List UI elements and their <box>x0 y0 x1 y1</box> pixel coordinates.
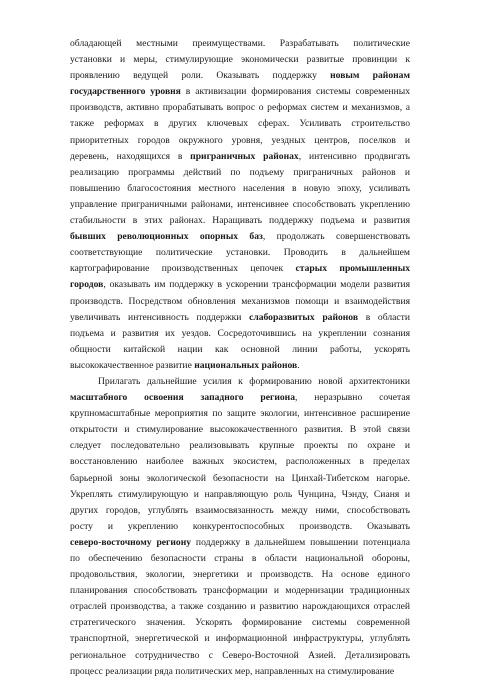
text-line <box>70 664 410 680</box>
bold-term: слаборазвитых районов <box>249 311 359 323</box>
text-run: отраслей производства, а также созданию и развитию нарождающихся отраслей <box>70 601 410 613</box>
text-run: Укреплять стимулирующую и направляющую роль Чунцина, Чэнду, Сианя и <box>70 488 410 500</box>
text-line <box>70 374 410 390</box>
text-run: , интенсивно продвигать <box>298 150 410 162</box>
text-line <box>70 213 410 229</box>
text-run: высококачественное развитие <box>70 359 195 371</box>
bold-term: масштабного освоения западного региона <box>70 392 295 404</box>
text-run: крупномасштабные мероприятия по защите экологии, интенсивное расширение <box>70 408 410 420</box>
text-line <box>70 149 410 165</box>
text-line <box>70 438 410 454</box>
text-run: стратегического значения. Ускорять формирование системы современной <box>70 617 410 629</box>
text-run: реализацию программы действий по подъему приграничных районов и <box>70 166 410 178</box>
text-run: проявлению ведущей роли. Оказывать поддержку <box>70 70 331 82</box>
text-line <box>70 535 410 551</box>
text-run: транспортной, энергетической и информационной инфраструктуры, углублять <box>70 633 410 645</box>
text-line <box>70 519 410 535</box>
text-line <box>70 261 410 277</box>
text-run: производств, активно прорабатывать вопрос о реформах систем и механизмов, а <box>70 102 410 114</box>
text-run: барьерной зоны экологической безопасности на Цинхай-Тибетском нагорье. <box>70 472 410 484</box>
bold-term: национальных районов <box>194 359 298 371</box>
text-line <box>70 36 410 52</box>
text-line <box>70 181 410 197</box>
text-run: картографирование производственных цепочек <box>70 263 296 275</box>
text-run: стабильности в этих районах. Наращивать поддержку подъема и развития <box>70 215 410 227</box>
text-run: других городов, углублять взаимосвязанность между ними, способствовать <box>70 504 410 516</box>
text-line <box>70 358 410 374</box>
text-run: Прилагать дальнейшие усилия к формированию новой архитектоники <box>98 375 410 387</box>
bold-term: бывших революционных опорных баз <box>70 231 263 243</box>
text-run: в области <box>358 311 410 323</box>
text-line <box>70 583 410 599</box>
text-run: также реформах в других ключевых сферах. Усиливать строительство <box>70 118 410 130</box>
text-line <box>70 599 410 615</box>
text-line <box>70 229 410 245</box>
paragraph-1 <box>70 36 410 374</box>
text-run: деревень, находящихся в <box>70 150 191 162</box>
text-line <box>70 245 410 261</box>
text-run: процесс реализации ряда политических мер, направленных на стимулирование <box>70 665 395 677</box>
text-run: поддержку в дальнейшем повышении потенциала <box>191 536 410 548</box>
bold-term: новым районам <box>330 70 410 82</box>
text-line <box>70 116 410 132</box>
text-run: подъема и развития их уездов. Сосредоточившись на укреплении сознания <box>70 327 410 339</box>
text-run: увеличивать интенсивность поддержки <box>70 311 250 323</box>
text-run: , оказывать им поддержку в ускорении трансформации модели развития <box>103 279 410 291</box>
text-line <box>70 390 410 406</box>
text-run: управление приграничными районами, интенсивнее способствовать укреплению <box>70 198 410 210</box>
text-run: , продолжать совершенствовать <box>262 231 410 243</box>
text-run: следует последовательно реализовывать крупные проекты по охране и <box>70 440 410 452</box>
text-run: установки и меры, стимулирующие экономически развитые провинции к <box>70 54 410 66</box>
text-line <box>70 422 410 438</box>
text-line <box>70 326 410 342</box>
text-line <box>70 165 410 181</box>
text-line <box>70 454 410 470</box>
text-line <box>70 648 410 664</box>
text-line <box>70 567 410 583</box>
text-line <box>70 68 410 84</box>
bold-term: государственного уровня <box>70 86 181 98</box>
text-run: продовольствия, экологии, энергетики и производств. На основе единого <box>70 569 410 581</box>
text-run: по обеспечению безопасности страны в области национальной обороны, <box>70 553 410 564</box>
text-run: в активизации формирования системы современных <box>180 86 410 98</box>
text-run: . <box>297 359 300 371</box>
text-line <box>70 84 410 100</box>
bold-term: приграничных районах <box>190 150 299 162</box>
text-line <box>70 487 410 503</box>
text-line <box>70 52 410 68</box>
text-run: открытости и стимулирование высококачественного развития. В этой связи <box>70 424 410 436</box>
text-run: восстановлению наиболее важных экосистем, расположенных в пределах <box>70 456 410 468</box>
text-run: региональное сотрудничество с Северо-Восточной Азией. Детализировать <box>70 649 410 661</box>
text-run: повышению благосостояния местного населения в новую эпоху, усиливать <box>70 182 410 194</box>
bold-term: городов <box>70 279 104 291</box>
text-line <box>70 615 410 631</box>
text-run: обладающей местными преимуществами. Разрабатывать политические <box>70 38 410 49</box>
text-line <box>70 133 410 149</box>
text-run: приоритетных городов окружного уровня, уездных центров, поселков и <box>70 134 410 146</box>
text-line <box>70 310 410 326</box>
text-run: общности китайской нации как основной линии работы, ускорять <box>70 343 410 355</box>
text-line <box>70 342 410 358</box>
bold-term: северо-восточному региону <box>70 536 192 548</box>
text-line <box>70 277 410 293</box>
text-line <box>70 197 410 213</box>
text-line <box>70 471 410 487</box>
text-line <box>70 100 410 116</box>
text-line <box>70 631 410 647</box>
text-line <box>70 551 410 567</box>
text-run: , неразрывно сочетая <box>295 392 411 404</box>
text-line <box>70 406 410 422</box>
text-run: планирования способствовать трансформации и модернизации традиционных <box>70 585 410 597</box>
bold-term: старых промышленных <box>295 263 410 275</box>
text-run: производств. Посредством обновления механизмов помощи и взаимодействия <box>70 295 410 307</box>
text-line <box>70 294 410 310</box>
text-run: соответствующие политические установки. Проводить в дальнейшем <box>70 247 410 259</box>
paragraph-2 <box>70 374 410 680</box>
text-run: росту и укреплению конкурентоспособных производств. Оказывать <box>70 520 410 532</box>
text-line <box>70 503 410 519</box>
